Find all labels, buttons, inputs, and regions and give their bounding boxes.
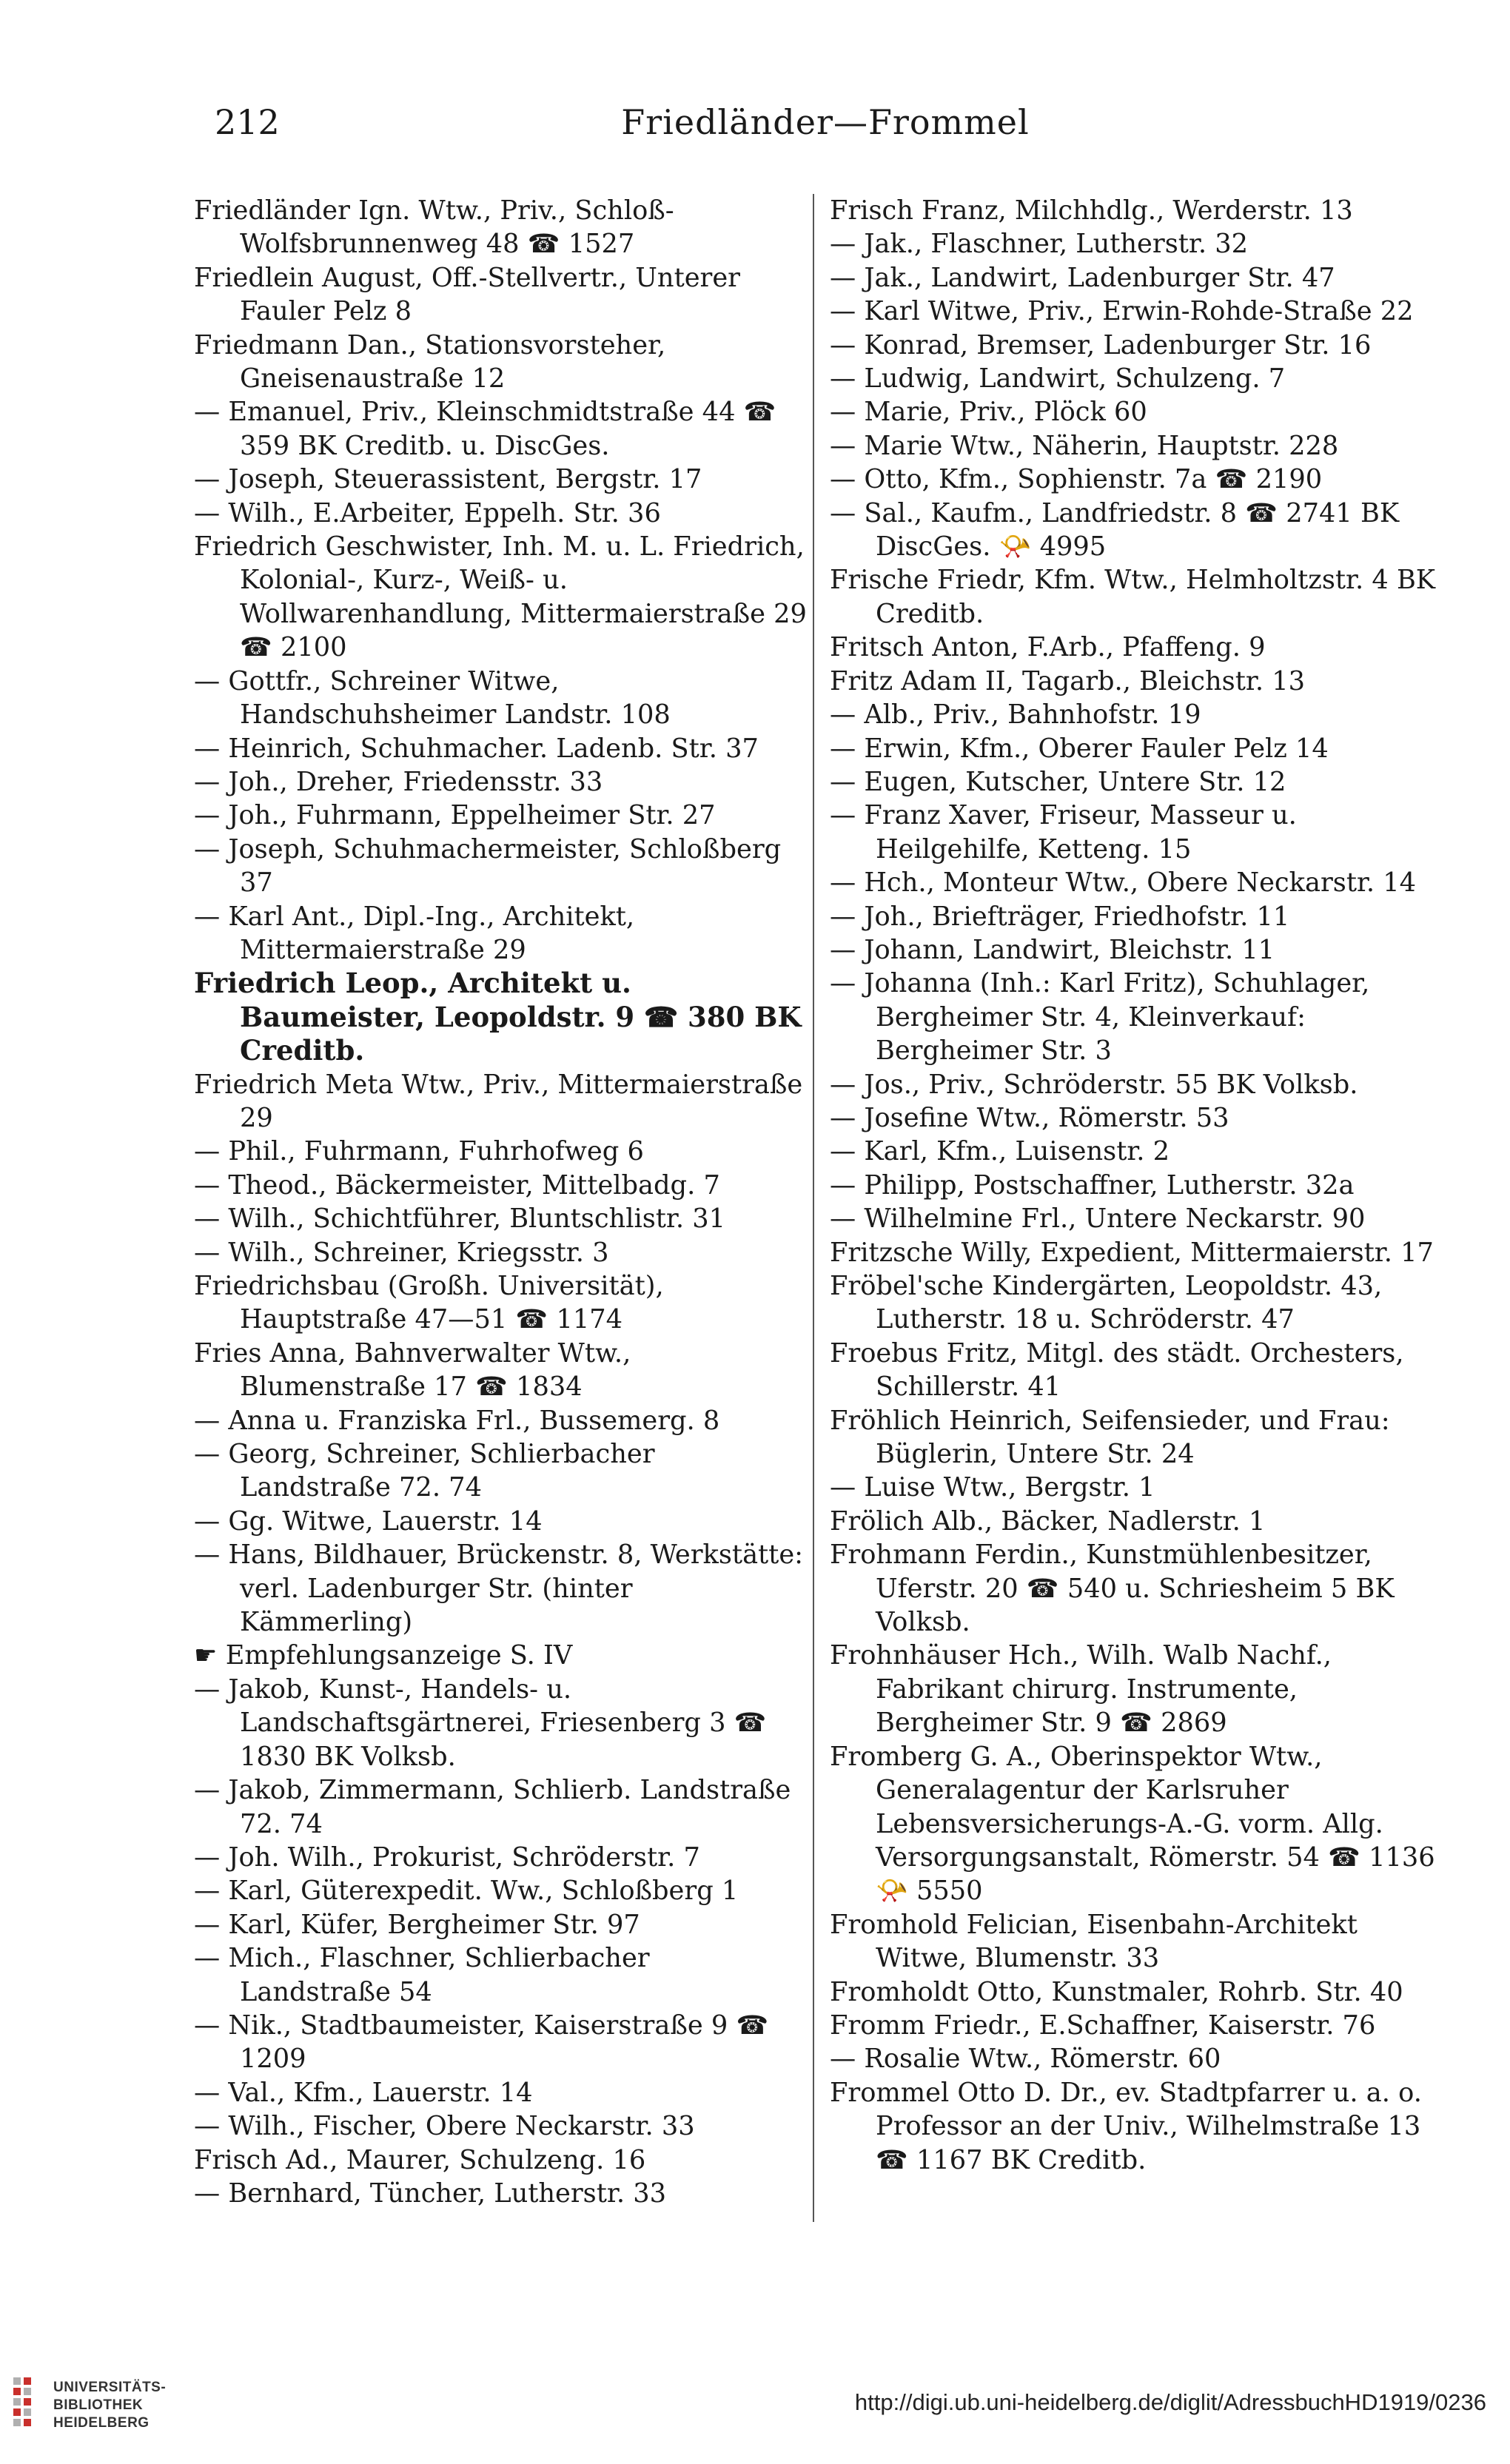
page-header: [200, 102, 1451, 154]
directory-entry: Fröbel'sche Kindergärten, Leopoldstr. 43, Lutherstr. 18 u. Schröderstr. 47: [830, 1271, 1383, 1335]
directory-entry: Frölich Alb., Bäcker, Nadlerstr. 1: [830, 1505, 1266, 1537]
directory-entry: — Emanuel, Priv., Kleinschmidtstraße 44 ☎ 359 BK Creditb. u. DiscGes.: [194, 397, 776, 461]
logo-line: HEIDELBERG: [53, 2415, 150, 2431]
library-crest-icon: [10, 2373, 44, 2440]
directory-entry: Fröhlich Heinrich, Seifensieder, und Frau: Büglerin, Untere Str. 24: [830, 1405, 1390, 1470]
directory-entry: — Karl, Küfer, Bergheimer Str. 97: [194, 1909, 640, 1940]
directory-entry: — Karl Witwe, Priv., Erwin-Rohde-Straße 22: [830, 296, 1414, 327]
directory-entry: — Franz Xaver, Friseur, Masseur u. Heilgehilfe, Ketteng. 15: [830, 800, 1297, 865]
directory-entry: — Mich., Flaschner, Schlierbacher Landstraße 54: [194, 1943, 650, 2007]
directory-entry: — Marie, Priv., Plöck 60: [830, 397, 1147, 428]
library-logo: [0, 2366, 222, 2447]
right-column: [830, 194, 1452, 2177]
directory-entry: — Joh., Dreher, Friedensstr. 33: [194, 766, 603, 797]
running-title: Friedländer—Frommel: [621, 102, 1030, 142]
directory-entry: — Joseph, Steuerassistent, Bergstr. 17: [194, 464, 702, 495]
directory-entry: — Nik., Stadtbaumeister, Kaiserstraße 9 ☎ 1209: [194, 2010, 769, 2075]
directory-entry: — Rosalie Wtw., Römerstr. 60: [830, 2044, 1221, 2075]
directory-entry: — Heinrich, Schuhmacher. Ladenb. Str. 37: [194, 733, 759, 764]
directory-entry: Fromberg G. A., Oberinspektor Wtw., Generalagentur der Karlsruher Lebensversicherungs-A.-G. vorm. Allg. Versorgungsanstalt, Römerstr. 54 ☎ 1136 📯 5550: [830, 1741, 1435, 1907]
directory-entry: Frisch Ad., Maurer, Schulzeng. 16: [194, 2144, 646, 2175]
library-logo-text: [53, 2379, 166, 2432]
directory-entry: — Jos., Priv., Schröderstr. 55 BK Volksb.: [830, 1069, 1358, 1100]
directory-entry: — Joh. Wilh., Prokurist, Schröderstr. 7: [194, 1842, 700, 1873]
directory-entry: Friedrich Geschwister, Inh. M. u. L. Friedrich, Kolonial-, Kurz-, Weiß- u. Wollwarenhandlung, Mittermaierstraße 29 ☎ 2100: [194, 531, 807, 663]
directory-entry: — Wilh., Fischer, Obere Neckarstr. 33: [194, 2111, 695, 2142]
column-divider: [813, 194, 814, 2222]
directory-entry: — Theod., Bäckermeister, Mittelbadg. 7: [194, 1169, 720, 1201]
directory-entry: — Gg. Witwe, Lauerstr. 14: [194, 1505, 543, 1537]
logo-line: BIBLIOTHEK: [53, 2397, 144, 2413]
directory-entry: — Hch., Monteur Wtw., Obere Neckarstr. 14: [830, 867, 1417, 899]
directory-entry: Frommel Otto D. Dr., ev. Stadtpfarrer u. a. o. Professor an der Univ., Wilhelmstraße 13 ☎ 1167 BK Creditb.: [830, 2077, 1422, 2175]
logo-line: UNIVERSITÄTS-: [53, 2380, 167, 2395]
directory-entry: — Josefine Wtw., Römerstr. 53: [830, 1102, 1229, 1133]
directory-entry: Fromhold Felician, Eisenbahn-Architekt Witwe, Blumenstr. 33: [830, 1909, 1358, 1974]
directory-entry: — Johanna (Inh.: Karl Fritz), Schuhlager, Bergheimer Str. 4, Kleinverkauf: Bergheimer Str. 3: [830, 968, 1370, 1067]
directory-entry: Frohnhäuser Hch., Wilh. Walb Nachf., Fabrikant chirurg. Instrumente, Bergheimer Str. 9 ☎ 2869: [830, 1640, 1332, 1739]
page-number: 212: [215, 102, 280, 142]
directory-entry: — Philipp, Postschaffner, Lutherstr. 32a: [830, 1169, 1355, 1201]
directory-entry: — Joh., Briefträger, Friedhofstr. 11: [830, 901, 1290, 932]
directory-entry: Friedrich Leop., Architekt u. Baumeister, Leopoldstr. 9 ☎ 380 BK Creditb.: [194, 967, 802, 1067]
directory-entry: Fromholdt Otto, Kunstmaler, Rohrb. Str. 40: [830, 1976, 1403, 2007]
directory-entry: — Jakob, Kunst-, Handels- u. Landschaftsgärtnerei, Friesenberg 3 ☎ 1830 BK Volksb.: [194, 1674, 767, 1772]
directory-entry: Friedrichsbau (Großh. Universität), Hauptstraße 47—51 ☎ 1174: [194, 1271, 664, 1335]
directory-entry: — Marie Wtw., Näherin, Hauptstr. 228: [830, 430, 1339, 461]
directory-entry: — Gottfr., Schreiner Witwe, Handschuhsheimer Landstr. 108: [194, 665, 671, 731]
directory-entry: — Wilhelmine Frl., Untere Neckarstr. 90: [830, 1204, 1366, 1235]
source-url-link[interactable]: http://digi.ub.uni-heidelberg.de/diglit/AdressbuchHD1919/0236: [854, 2389, 1486, 2415]
directory-entry: Fritsch Anton, F.Arb., Pfaffeng. 9: [830, 632, 1266, 663]
directory-entry: — Wilh., Schichtführer, Bluntschlistr. 31: [194, 1204, 726, 1235]
directory-entry: — Joh., Fuhrmann, Eppelheimer Str. 27: [194, 800, 716, 831]
directory-entry: Friedländer Ign. Wtw., Priv., Schloß-Wolfsbrunnenweg 48 ☎ 1527: [194, 195, 674, 260]
directory-entry: Friedlein August, Off.-Stellvertr., Unterer Fauler Pelz 8: [194, 262, 741, 327]
directory-entry: — Anna u. Franziska Frl., Bussemerg. 8: [194, 1405, 720, 1436]
directory-entry: Frisch Franz, Milchhdlg., Werderstr. 13: [830, 195, 1353, 226]
directory-entry: — Karl, Güterexpedit. Ww., Schloßberg 1: [194, 1876, 739, 1907]
directory-entry: — Wilh., Schreiner, Kriegsstr. 3: [194, 1237, 609, 1268]
directory-entry: — Johann, Landwirt, Bleichstr. 11: [830, 934, 1275, 965]
directory-entry: — Erwin, Kfm., Oberer Fauler Pelz 14: [830, 733, 1329, 764]
directory-entry: Frohmann Ferdin., Kunstmühlenbesitzer, Uferstr. 20 ☎ 540 u. Schriesheim 5 BK Volksb.: [830, 1540, 1395, 1638]
directory-entry: Frische Friedr, Kfm. Wtw., Helmholtzstr. 4 BK Creditb.: [830, 565, 1436, 629]
directory-entry: — Ludwig, Landwirt, Schulzeng. 7: [830, 363, 1286, 395]
directory-entry: — Alb., Priv., Bahnhofstr. 19: [830, 699, 1201, 731]
directory-entry: — Konrad, Bremser, Ladenburger Str. 16: [830, 329, 1372, 360]
directory-entry: Friedmann Dan., Stationsvorsteher, Gneisenaustraße 12: [194, 329, 666, 395]
directory-entry: — Phil., Fuhrmann, Fuhrhofweg 6: [194, 1136, 644, 1167]
directory-entry: — Otto, Kfm., Sophienstr. 7a ☎ 2190: [830, 464, 1323, 495]
directory-entry: Fries Anna, Bahnverwalter Wtw., Blumenstraße 17 ☎ 1834: [194, 1337, 631, 1403]
directory-entry: Froebus Fritz, Mitgl. des städt. Orchesters, Schillerstr. 41: [830, 1337, 1404, 1403]
directory-entry: — Jak., Flaschner, Lutherstr. 32: [830, 229, 1248, 260]
directory-entry: — Jakob, Zimmermann, Schlierb. Landstraße 72. 74: [194, 1775, 791, 1839]
directory-entry: — Wilh., E.Arbeiter, Eppelh. Str. 36: [194, 497, 661, 528]
directory-entry: — Sal., Kaufm., Landfriedstr. 8 ☎ 2741 BK DiscGes. 📯 4995: [830, 497, 1400, 563]
directory-entry: ☛ Empfehlungsanzeige S. IV: [194, 1640, 573, 1671]
directory-entry: — Joseph, Schuhmachermeister, Schloßberg 37: [194, 833, 782, 899]
directory-entry: — Jak., Landwirt, Ladenburger Str. 47: [830, 262, 1335, 293]
directory-entry: Fritzsche Willy, Expedient, Mittermaierstr. 17: [830, 1237, 1434, 1268]
directory-entry: Fritz Adam II, Tagarb., Bleichstr. 13: [830, 665, 1305, 696]
directory-entry: — Bernhard, Tüncher, Lutherstr. 33: [194, 2178, 666, 2209]
directory-entry: Friedrich Meta Wtw., Priv., Mittermaierstraße 29: [194, 1069, 803, 1133]
directory-entry: — Karl, Kfm., Luisenstr. 2: [830, 1136, 1170, 1167]
directory-entry: — Eugen, Kutscher, Untere Str. 12: [830, 766, 1286, 797]
directory-entry: — Georg, Schreiner, Schlierbacher Landstraße 72. 74: [194, 1439, 655, 1503]
directory-entry: — Karl Ant., Dipl.-Ing., Architekt, Mittermaierstraße 29: [194, 901, 635, 965]
directory-entry: — Luise Wtw., Bergstr. 1: [830, 1472, 1155, 1503]
directory-entry: — Val., Kfm., Lauerstr. 14: [194, 2077, 533, 2108]
directory-entry: Fromm Friedr., E.Schaffner, Kaiserstr. 76: [830, 2010, 1376, 2041]
directory-entry: — Hans, Bildhauer, Brückenstr. 8, Werkstätte: verl. Ladenburger Str. (hinter Kämmerling): [194, 1540, 804, 1638]
left-column: [194, 194, 808, 2210]
